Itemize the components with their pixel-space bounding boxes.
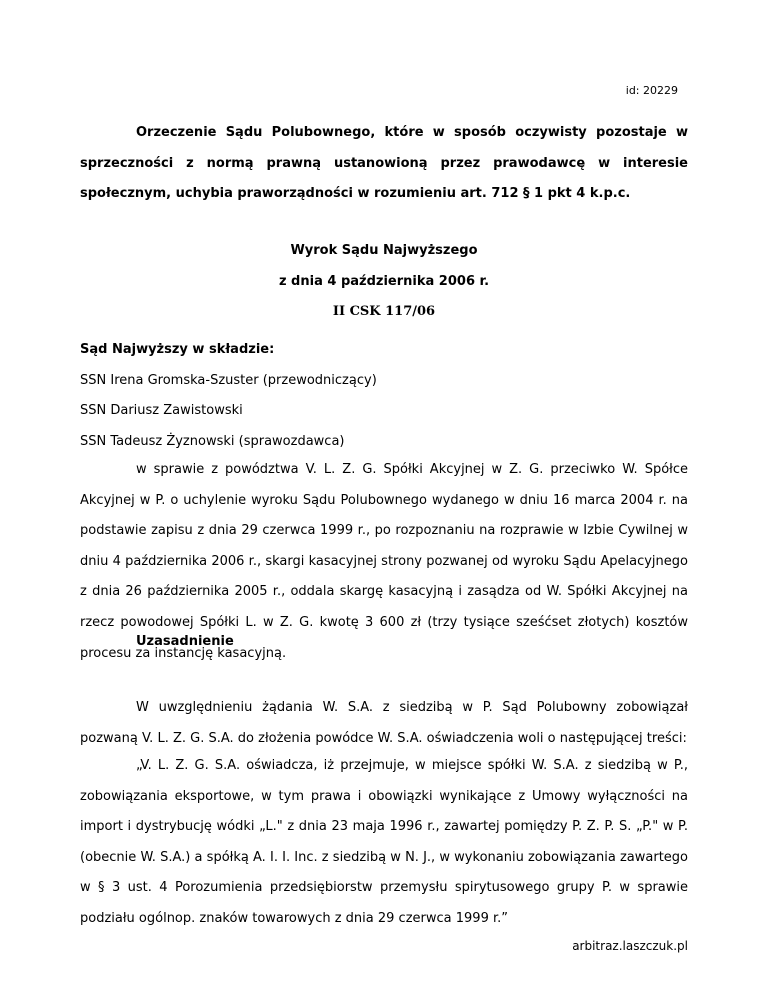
document-id: id: 20229 [625, 84, 678, 97]
source-footer: arbitraz.laszczuk.pl [572, 939, 688, 953]
case-number: II CSK 117/06 [332, 304, 436, 319]
judge-line: SSN Tadeusz Żyznowski (sprawozdawca) [80, 433, 345, 449]
justification-paragraph: W uwzględnieniu żądania W. S.A. z siedzibą w P. Sąd Polubowny zobowiązał pozwaną V. L. Z. G. S.A. do złożenia powódce W. S.A. oświadczenia woli o następującej treści: [80, 700, 688, 746]
judge-line: SSN Dariusz Zawistowski [80, 403, 243, 418]
headnote-thesis: Orzeczenie Sądu Polubownego, które w sposób oczywisty pozostaje w sprzeczności z normą prawną ustanowioną przez prawodawcę w interesie społecznym, uchybia praworządności w rozumieniu art. 712 § 1 pkt 4 k.p.c. [80, 125, 688, 201]
court-composition [80, 335, 688, 457]
ruling-paragraph: w sprawie z powództwa V. L. Z. G. Spółki Akcyjnej w Z. G. przeciwko W. Spółce Akcyjnej w P. o uchylenie wyroku Sądu Polubownego wydanego w dniu 16 marca 2004 r. na podstawie zapisu z dnia 29 czerwca 1999 r., po rozpoznaniu na rozprawie w Izbie Cywilnej w dniu 4 października 2006 r., skargi kasacyjnej strony pozwanej od wyroku Sądu Apelacyjnego z dnia 26 października 2005 r., oddala skargę kasacyjną i zasądza od W. Spółki Akcyjnej na rzecz powodowej Spółki L. w Z. G. kwotę 3 600 zł (trzy tysiące sześćset złotych) kosztów procesu za instancję kasacyjną. [80, 462, 688, 661]
composition-title: Sąd Najwyższy w składzie: [80, 342, 275, 357]
justification-heading: Uzasadnienie [136, 634, 234, 649]
judgment-date: z dnia 4 października 2006 r. [278, 274, 490, 289]
quoted-declaration: „V. L. Z. G. S.A. oświadcza, iż przejmuje, w miejsce spółki W. S.A. z siedzibą w P., zobowiązania eksportowe, w tym prawa i obowiązki wynikające z Umowy wyłączności na import i dystrybucję wódki „L." z dnia 23 maja 1996 r., zawartej pomiędzy P. Z. P. S. „P." w P. (obecnie W. S.A.) a spółką A. I. I. Inc. z siedzibą w N. J., w wykonaniu zobowiązania zawartego w § 3 ust. 4 Porozumienia przedsiębiorstw przemysłu spirytusowego grupy P. w sprawie podziału ogólnop. znaków towarowych z dnia 29 czerwca 1999 r.” [80, 758, 688, 926]
court-name: Wyrok Sądu Najwyższego [290, 243, 478, 258]
judge-line: SSN Irena Gromska-Szuster (przewodniczący) [80, 372, 377, 388]
